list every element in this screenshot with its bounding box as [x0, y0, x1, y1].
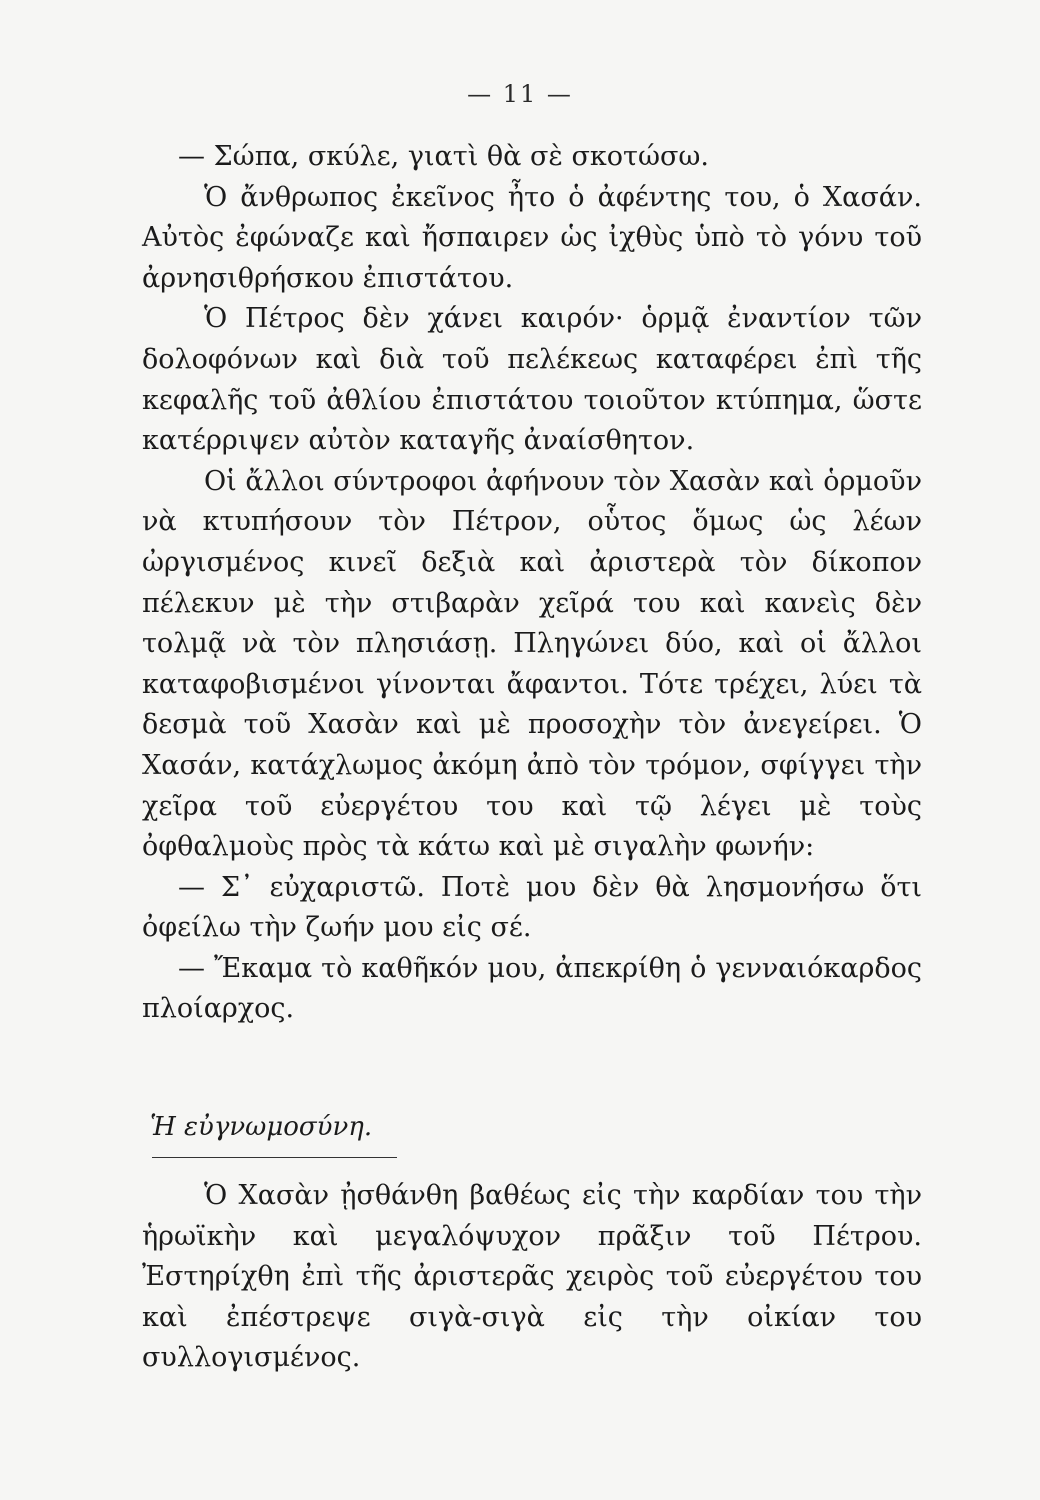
paragraph: Ὁ Πέτρος δὲν χάνει καιρόν· ὁρμᾷ ἐναντίον τῶν δολοφόνων καὶ διὰ τοῦ πελέκεως καταφέρει ἐπὶ τῆς κεφαλῆς τοῦ ἀθλίου ἐπιστάτου τοιοῦτον κτύπημα, ὥστε κατέρριψεν αὐτὸν καταγῆς ἀναίσθητον. — [142, 303, 922, 457]
paragraph: — Ἔκαμα τὸ καθῆκόν μου, ἀπεκρίθη ὁ γενναιόκαρδος πλοίαρχος. — [142, 952, 922, 1025]
section-text-block — [142, 1176, 922, 1379]
heading-underline — [152, 1157, 397, 1158]
section-heading: Ἡ εὐγνωμοσύνη. — [150, 1112, 373, 1142]
paragraph: Ὁ ἄνθρωπος ἐκεῖνος ἦτο ὁ ἀφέντης του, ὁ Χασάν. Αὐτὸς ἐφώναζε καὶ ἤσπαιρεν ὡς ἰχθὺς ὑπὸ τὸ γόνυ τοῦ ἀρνησιθρήσκου ἐπιστάτου. — [142, 181, 922, 294]
page-number: — 11 — — [467, 80, 573, 108]
main-text-block — [142, 137, 922, 1030]
paragraph: — Σ᾿ εὐχαριστῶ. Ποτὲ μου δὲν θὰ λησμονήσω ὅτι ὀφείλω τὴν ζωήν μου εἰς σέ. — [142, 871, 922, 944]
paragraph: Ὁ Χασὰν ᾐσθάνθη βαθέως εἰς τὴν καρδίαν του τὴν ἡρωϊκὴν καὶ μεγαλόψυχον πρᾶξιν τοῦ Πέτρου. Ἐστηρίχθη ἐπὶ τῆς ἀριστερᾶς χειρὸς τοῦ εὐεργέτου του καὶ ἐπέστρεψε σιγὰ-σιγὰ εἰς τὴν οἰκίαν του συλλογισμένος. — [142, 1180, 922, 1374]
paragraph: — Σώπα, σκύλε, γιατὶ θὰ σὲ σκοτώσω. — [178, 141, 709, 172]
paragraph: Οἱ ἄλλοι σύντροφοι ἀφήνουν τὸν Χασὰν καὶ ὁρμοῦν νὰ κτυπήσουν τὸν Πέτρον, οὗτος ὅμως ὡς λέων ὠργισμένος κινεῖ δεξιὰ καὶ ἀριστερὰ τὸν δίκοπον πέλεκυν μὲ τὴν στιβαρὰν χεῖρά του καὶ κανεὶς δὲν τολμᾷ νὰ τὸν πλησιάσῃ. Πληγώνει δύο, καὶ οἱ ἄλλοι καταφοβισμένοι γίνονται ἄφαντοι. Τότε τρέχει, λύει τὰ δεσμὰ τοῦ Χασὰν καὶ μὲ προσοχὴν τὸν ἀνεγείρει. Ὁ Χασάν, κατάχλωμος ἀκόμη ἀπὸ τὸν τρόμον, σφίγγει τὴν χεῖρα τοῦ εὐεργέτου του καὶ τῷ λέγει μὲ τοὺς ὀφθαλμοὺς πρὸς τὰ κάτω καὶ μὲ σιγαλὴν φωνήν: — [142, 465, 922, 863]
